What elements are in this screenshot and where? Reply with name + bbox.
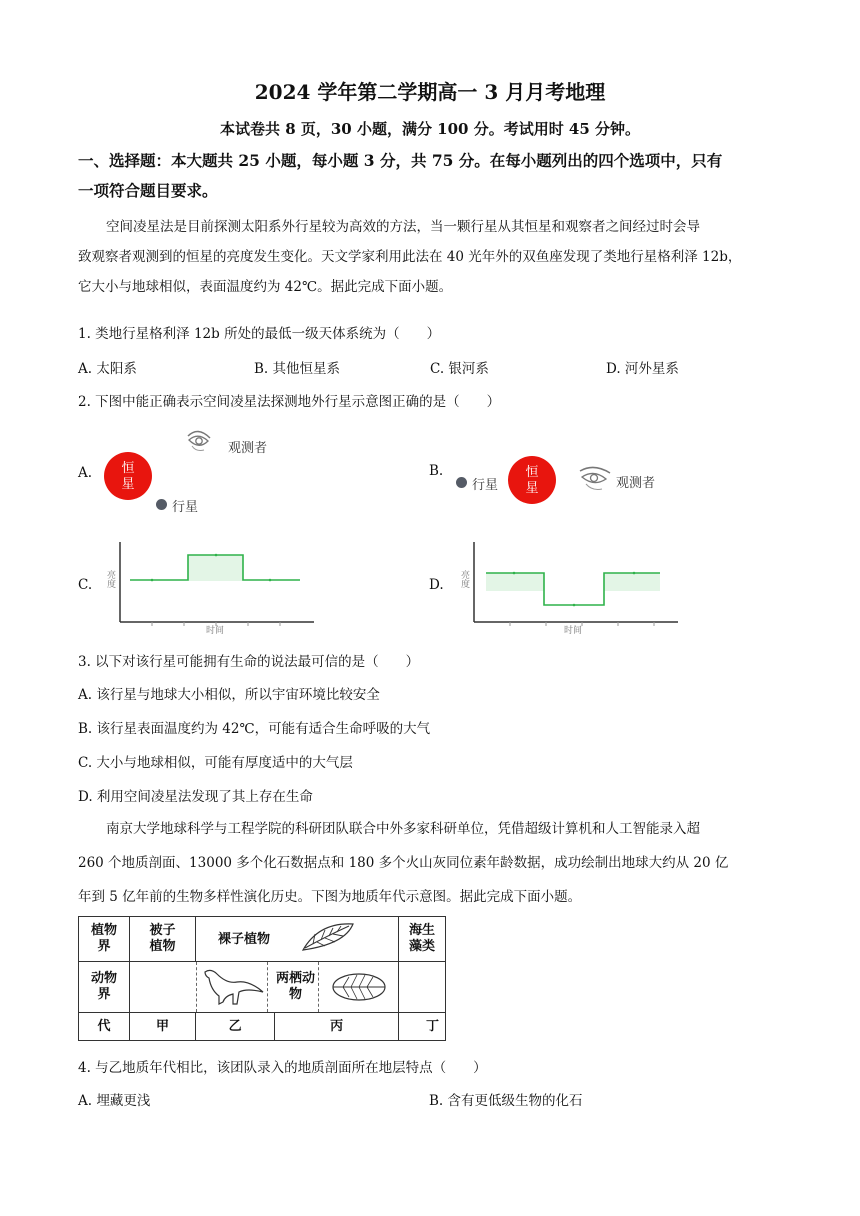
question-2-option-b[interactable]: B. xyxy=(429,463,444,479)
question-4-option-a[interactable]: A. 埋藏更浅 xyxy=(78,1093,151,1109)
plant-kingdom-cell: 植物界 xyxy=(79,917,130,962)
question-3-option-d[interactable]: D. 利用空间凌星法发现了其上存在生命 xyxy=(78,789,313,805)
x-axis-label-d: 时间 xyxy=(564,626,583,636)
question-4-option-b[interactable]: B. 含有更低级生物的化石 xyxy=(429,1093,583,1109)
passage-1-line1: 空间凌星法是目前探测太阳系外行星较为高效的方法，当一颗行星从其恒星和观察者之间经过时会导 xyxy=(106,219,700,235)
era-jia: 甲 xyxy=(130,1013,196,1041)
leaf-fossil-icon xyxy=(318,962,399,1012)
passage-1 xyxy=(78,212,798,302)
passage-1-line2: 致观察者观测到的恒星的亮度发生变化。天文学家利用此法在 40 光年外的双鱼座发现了类地行星格利泽 12b， xyxy=(78,249,742,265)
angiosperm-cell: 被子植物 xyxy=(130,917,196,962)
question-2-option-d[interactable]: D. xyxy=(429,577,444,593)
planet-dot-a xyxy=(156,499,167,510)
question-1-option-b[interactable]: B. 其他恒星系 xyxy=(254,361,341,377)
question-3-option-c[interactable]: C. 大小与地球相似，可能有厚度适中的大气层 xyxy=(78,755,353,771)
x-axis-label-c: 时间 xyxy=(206,626,225,636)
question-3-option-a[interactable]: A. 该行星与地球大小相似，所以宇宙环境比较安全 xyxy=(78,687,380,703)
passage-2 xyxy=(78,812,798,914)
question-2-option-c[interactable]: C. xyxy=(78,577,93,593)
section-heading-line2: 一项符合题目要求。 xyxy=(78,181,218,200)
question-1-option-d[interactable]: D. 河外星系 xyxy=(606,361,679,377)
geologic-era-table xyxy=(78,916,446,1041)
eye-icon xyxy=(578,465,612,493)
question-1-option-c[interactable]: C. 银河系 xyxy=(430,361,489,377)
observer-label-b: 观测者 xyxy=(616,476,656,491)
planet-dot-b xyxy=(456,477,467,488)
planet-label-b: 行星 xyxy=(472,478,499,493)
observer-label-a: 观测者 xyxy=(228,441,268,456)
question-1-stem: 1. 类地行星格利泽 12b 所处的最低一级天体系统为（ ） xyxy=(78,326,441,342)
animal-row-figures: 两栖动物 xyxy=(196,962,399,1013)
gymnosperm-cell: 裸子植物 xyxy=(196,917,399,962)
animal-empty-cell xyxy=(130,962,196,1013)
fern-leaf-icon xyxy=(299,920,357,959)
section-heading xyxy=(78,146,788,206)
question-2-stem: 2. 下图中能正确表示空间凌星法探测地外行星示意图正确的是（ ） xyxy=(78,394,501,410)
section-heading-line1: 一、选择题：本大题共 25 小题，每小题 3 分，共 75 分。在每小题列出的四个选项中，只有 xyxy=(78,151,723,170)
era-cell: 代 xyxy=(79,1013,130,1041)
era-bing: 丙 xyxy=(275,1013,399,1041)
y-axis-label-d: 亮度 xyxy=(459,570,469,588)
question-4-stem: 4. 与乙地质年代相比，该团队录入的地质剖面所在地层特点（ ） xyxy=(78,1060,487,1076)
question-3-stem: 3. 以下对该行星可能拥有生命的说法最可信的是（ ） xyxy=(78,654,420,670)
y-axis-label-c: 亮度 xyxy=(105,570,115,588)
passage-2-line2: 260 个地质剖面、13000 多个化石数据点和 180 多个火山灰同位素年龄数据，成功绘制出地球大约从 20 亿 xyxy=(78,855,729,871)
question-2-option-a[interactable]: A. xyxy=(78,465,93,481)
passage-2-line3: 年到 5 亿年前的生物多样性演化历史。下图为地质年代示意图。据此完成下面小题。 xyxy=(78,889,582,905)
eye-icon xyxy=(186,428,212,454)
animal-last-cell xyxy=(399,962,446,1013)
page-title: 2024 学年第二学期高一 3 月月考地理 xyxy=(254,80,606,104)
planet-label-a: 行星 xyxy=(172,500,199,515)
star-label-a: 恒 星 xyxy=(121,461,135,492)
era-ding: 丁 xyxy=(399,1013,446,1041)
exam-info: 本试卷共 8 页，30 小题，满分 100 分。考试用时 45 分钟。 xyxy=(219,120,641,138)
era-yi: 乙 xyxy=(196,1013,275,1041)
marine-algae-cell: 海生藻类 xyxy=(399,917,446,962)
passage-2-line1: 南京大学地球科学与工程学院的科研团队联合中外多家科研单位，凭借超级计算机和人工智能录入超 xyxy=(106,821,700,837)
dinosaur-icon xyxy=(196,962,268,1012)
question-3-option-b[interactable]: B. 该行星表面温度约为 42℃，可能有适合生命呼吸的大气 xyxy=(78,721,431,737)
passage-1-line3: 它大小与地球相似，表面温度约为 42℃。据此完成下面小题。 xyxy=(78,279,453,295)
animal-kingdom-cell: 动物界 xyxy=(79,962,130,1013)
star-label-b: 恒 星 xyxy=(525,465,539,496)
question-1-option-a[interactable]: A. 太阳系 xyxy=(78,361,137,377)
